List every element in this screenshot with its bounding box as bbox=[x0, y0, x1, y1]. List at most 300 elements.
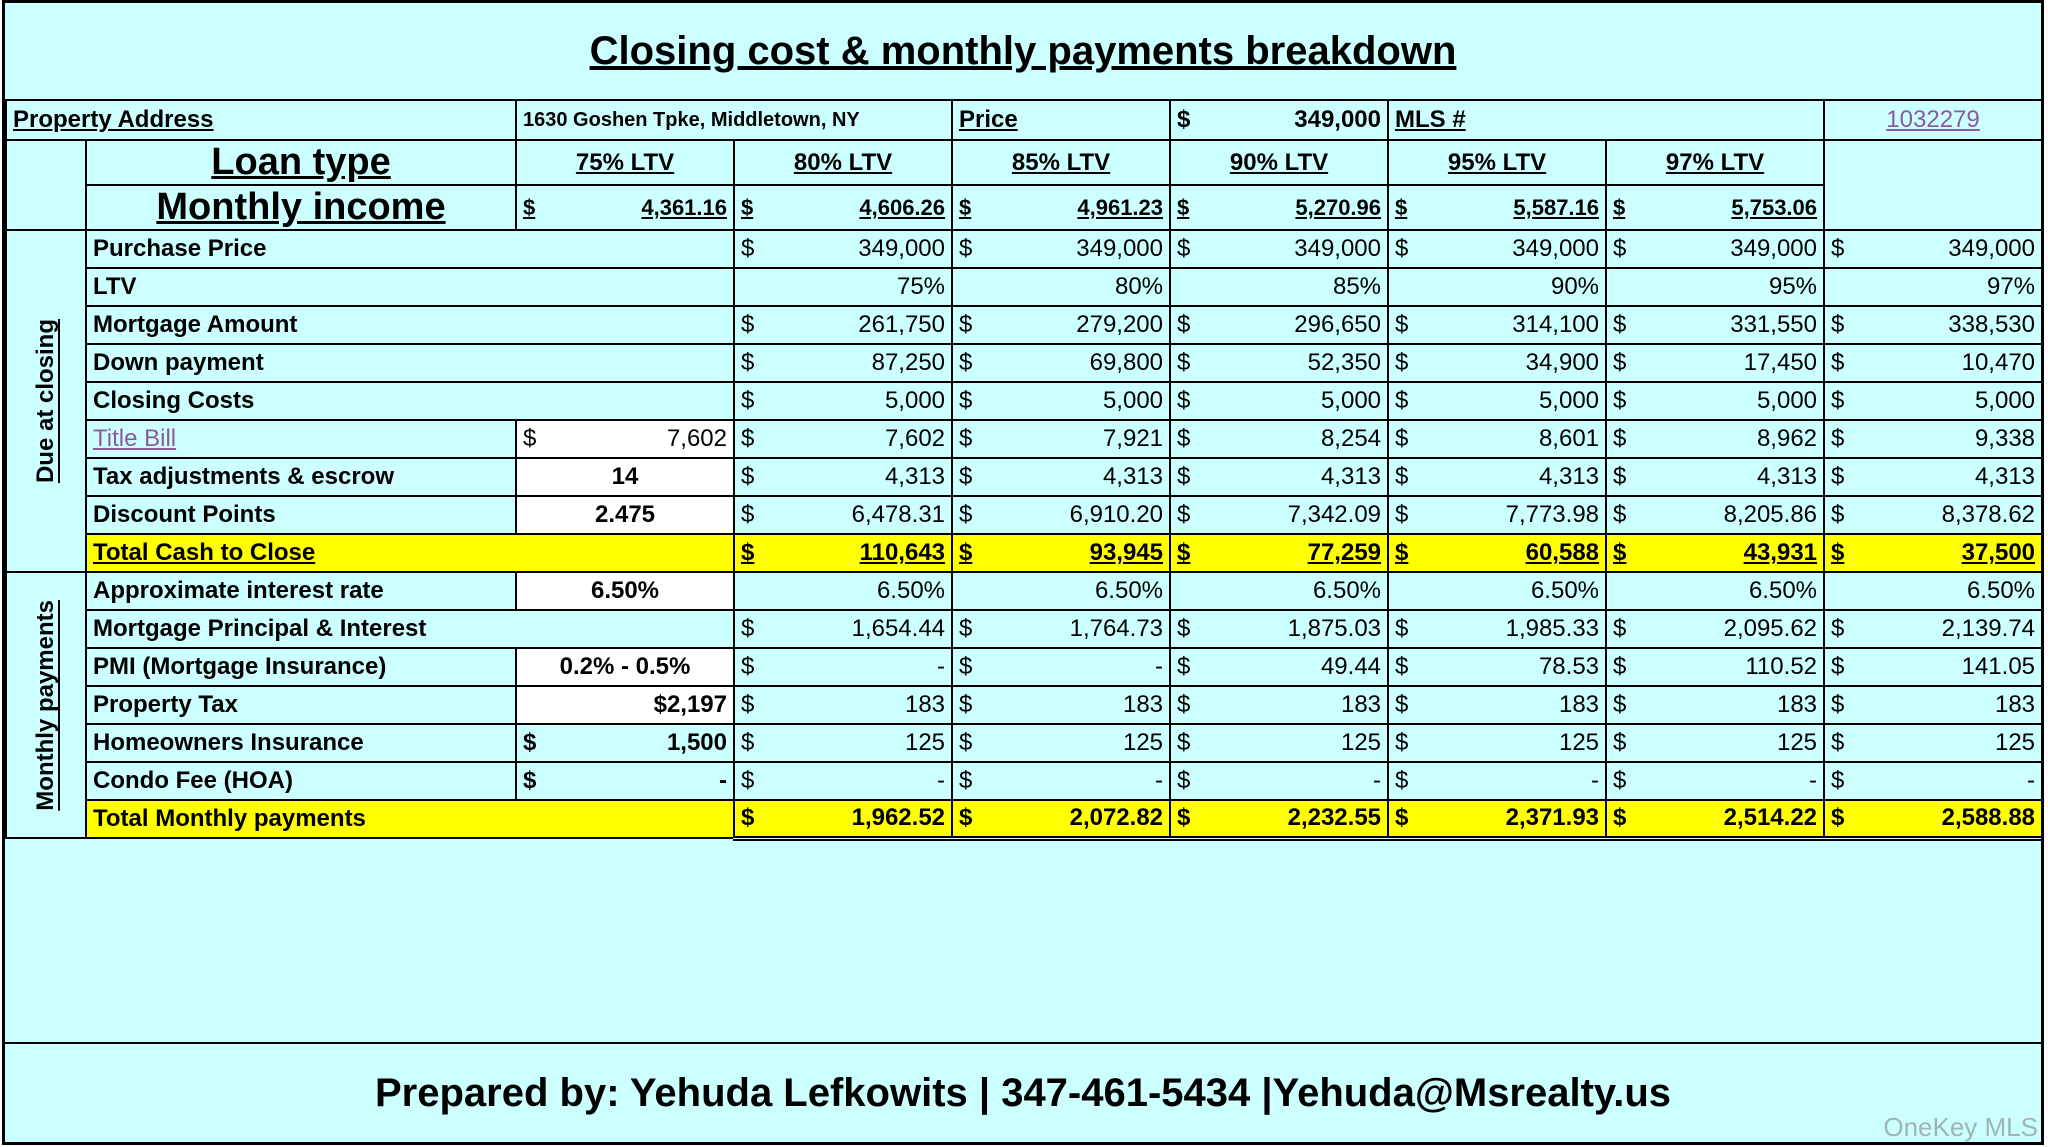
currency-symbol: $ bbox=[1177, 235, 1191, 262]
value: - bbox=[937, 653, 946, 680]
value-cell bbox=[1170, 306, 1388, 344]
value: 69,800 bbox=[1089, 349, 1164, 376]
value-cell bbox=[1824, 382, 2042, 420]
value-cell: 75% bbox=[734, 268, 952, 306]
value-cell bbox=[1606, 458, 1824, 496]
value: - bbox=[2027, 767, 2036, 794]
value-cell bbox=[1606, 724, 1824, 762]
value: 183 bbox=[1558, 691, 1600, 718]
value-cell bbox=[952, 382, 1170, 420]
value: 4,606.26 bbox=[859, 194, 946, 220]
currency-symbol: $ bbox=[1395, 615, 1409, 642]
total-monthly-cell bbox=[734, 800, 952, 838]
spreadsheet bbox=[2, 0, 2044, 1145]
prepared-by-footer: Prepared by: Yehuda Lefkowits | 347-461-5434 |Yehuda@Msrealty.us bbox=[5, 1042, 2041, 1142]
currency-symbol: $ bbox=[1613, 615, 1627, 642]
value: 125 bbox=[1776, 729, 1818, 756]
currency-symbol: $ bbox=[1177, 387, 1191, 414]
value: 4,313 bbox=[1974, 463, 2036, 490]
value: 183 bbox=[1340, 691, 1382, 718]
currency-symbol: $ bbox=[1395, 235, 1409, 262]
currency-symbol: $ bbox=[959, 729, 973, 756]
currency-symbol: $ bbox=[741, 349, 755, 376]
value-cell: 6.50% bbox=[1170, 572, 1388, 610]
currency-symbol: $ bbox=[1831, 387, 1845, 414]
currency-symbol: $ bbox=[1613, 691, 1627, 718]
monthly-income-cell bbox=[1606, 185, 1824, 230]
value: 9,338 bbox=[1974, 425, 2036, 452]
section-label-closing: Due at closing bbox=[32, 318, 59, 484]
value-cell bbox=[734, 762, 952, 800]
value-cell bbox=[734, 458, 952, 496]
value: - bbox=[1373, 767, 1382, 794]
value-cell bbox=[1388, 420, 1606, 458]
value: 52,350 bbox=[1307, 349, 1382, 376]
currency-symbol: $ bbox=[1831, 729, 1845, 756]
section-label-monthly: Monthly payments bbox=[32, 599, 59, 811]
ltv-column-header: 80% LTV bbox=[734, 140, 952, 185]
value: 7,602 bbox=[884, 425, 946, 452]
value: - bbox=[1591, 767, 1600, 794]
row-label: Closing Costs bbox=[86, 382, 734, 420]
currency-symbol: $ bbox=[741, 729, 755, 756]
currency-symbol: $ bbox=[1395, 425, 1409, 452]
value-cell bbox=[1388, 648, 1606, 686]
value: 4,313 bbox=[1320, 463, 1382, 490]
currency-symbol: $ bbox=[1613, 235, 1627, 262]
ltv-column-header: 75% LTV bbox=[516, 140, 734, 185]
row-label: Total Monthly payments bbox=[86, 800, 734, 838]
total-cash-cell bbox=[1388, 534, 1606, 572]
value-cell bbox=[734, 306, 952, 344]
loan-type-label: Loan type bbox=[86, 140, 516, 185]
value: 2,072.82 bbox=[1069, 804, 1164, 832]
ltv-column-header: 90% LTV bbox=[1170, 140, 1388, 185]
row-input: 2.475 bbox=[516, 496, 734, 534]
currency-symbol: $ bbox=[1613, 463, 1627, 490]
value-cell bbox=[1606, 610, 1824, 648]
currency-symbol: $ bbox=[959, 425, 973, 452]
value: 338,530 bbox=[1948, 311, 2036, 338]
property-address-value: 1630 Goshen Tpke, Middletown, NY bbox=[516, 100, 952, 140]
currency-symbol: $ bbox=[1831, 501, 1845, 528]
value-cell bbox=[1824, 724, 2042, 762]
currency-symbol: $ bbox=[741, 194, 754, 220]
title-bill-label bbox=[86, 420, 516, 458]
value: 349,000 bbox=[1512, 235, 1600, 262]
value-cell bbox=[1824, 344, 2042, 382]
currency-symbol: $ bbox=[959, 349, 973, 376]
currency-symbol: $ bbox=[1831, 463, 1845, 490]
watermark: OneKey MLS bbox=[1883, 1112, 2038, 1142]
value: 4,361.16 bbox=[641, 194, 727, 220]
value-cell bbox=[1824, 762, 2042, 800]
value-cell bbox=[952, 306, 1170, 344]
currency-symbol: $ bbox=[741, 235, 755, 262]
property-address-label-text: Property Address bbox=[13, 106, 214, 133]
currency-symbol: $ bbox=[1177, 501, 1191, 528]
value-cell bbox=[1606, 306, 1824, 344]
currency-symbol: $ bbox=[1177, 767, 1191, 794]
value-cell bbox=[1824, 306, 2042, 344]
value: 125 bbox=[1558, 729, 1600, 756]
currency-symbol: $ bbox=[741, 425, 755, 452]
title-bill-link[interactable]: Title Bill bbox=[93, 425, 177, 452]
value-cell bbox=[1606, 420, 1824, 458]
value-cell bbox=[1388, 344, 1606, 382]
row-input: $2,197 bbox=[516, 686, 734, 724]
value: 2,371.93 bbox=[1505, 804, 1600, 832]
ltv-column-header: 97% LTV bbox=[1606, 140, 1824, 185]
value: 93,945 bbox=[1089, 539, 1164, 566]
currency-symbol: $ bbox=[741, 653, 755, 680]
value-cell bbox=[1606, 382, 1824, 420]
value-cell: 97% bbox=[1824, 268, 2042, 306]
currency-symbol: $ bbox=[1613, 653, 1627, 680]
currency-symbol: $ bbox=[741, 311, 755, 338]
value-cell bbox=[1606, 496, 1824, 534]
currency-symbol: $ bbox=[741, 804, 755, 832]
value-cell bbox=[734, 686, 952, 724]
currency-symbol: $ bbox=[1395, 691, 1409, 718]
value-cell bbox=[952, 686, 1170, 724]
currency-symbol: $ bbox=[959, 615, 973, 642]
value: 1,500 bbox=[666, 729, 727, 756]
monthly-income-label: Monthly income bbox=[86, 185, 516, 230]
value: - bbox=[1155, 653, 1164, 680]
value: 2,514.22 bbox=[1723, 804, 1818, 832]
section-due-at-closing bbox=[6, 230, 86, 572]
value: 183 bbox=[904, 691, 946, 718]
value: 1,875.03 bbox=[1287, 615, 1382, 642]
total-monthly-cell bbox=[1606, 800, 1824, 838]
currency-symbol: $ bbox=[1177, 194, 1190, 220]
value-cell bbox=[1170, 344, 1388, 382]
ltv-column-header: 95% LTV bbox=[1388, 140, 1606, 185]
value: 5,000 bbox=[884, 387, 946, 414]
currency-symbol: $ bbox=[1613, 804, 1627, 832]
row-label: Down payment bbox=[86, 344, 734, 382]
value: 6,478.31 bbox=[851, 501, 946, 528]
value: 10,470 bbox=[1961, 349, 2036, 376]
currency-symbol: $ bbox=[1395, 767, 1409, 794]
currency-symbol: $ bbox=[1395, 501, 1409, 528]
value-cell bbox=[1170, 686, 1388, 724]
value-cell bbox=[952, 420, 1170, 458]
total-cash-cell bbox=[1606, 534, 1824, 572]
currency-symbol: $ bbox=[1613, 729, 1627, 756]
value: 4,313 bbox=[1102, 463, 1164, 490]
row-label: Property Tax bbox=[86, 686, 516, 724]
value-cell bbox=[734, 382, 952, 420]
total-monthly-cell bbox=[1388, 800, 1606, 838]
value-cell bbox=[1170, 496, 1388, 534]
value: 37,500 bbox=[1961, 539, 2036, 566]
ltv-column-header: 85% LTV bbox=[952, 140, 1170, 185]
value: 8,254 bbox=[1320, 425, 1382, 452]
value-cell bbox=[1170, 610, 1388, 648]
value: 2,139.74 bbox=[1941, 615, 2036, 642]
currency-symbol: $ bbox=[1613, 425, 1627, 452]
value-cell bbox=[1824, 686, 2042, 724]
total-monthly-cell bbox=[1170, 800, 1388, 838]
value: 87,250 bbox=[871, 349, 946, 376]
value-cell bbox=[1170, 762, 1388, 800]
value-cell bbox=[1170, 458, 1388, 496]
title-bill-input bbox=[516, 420, 734, 458]
value: 6,910.20 bbox=[1069, 501, 1164, 528]
value-cell: 80% bbox=[952, 268, 1170, 306]
price-label: Price bbox=[952, 100, 1170, 140]
currency-symbol: $ bbox=[1831, 653, 1845, 680]
value-cell: 6.50% bbox=[1606, 572, 1824, 610]
value: 125 bbox=[1122, 729, 1164, 756]
currency-symbol: $ bbox=[1831, 804, 1845, 832]
currency-symbol: $ bbox=[959, 235, 973, 262]
mls-number-link[interactable]: 1032279 bbox=[1886, 106, 1980, 133]
currency-symbol: $ bbox=[959, 767, 973, 794]
row-input bbox=[516, 762, 734, 800]
value: 349,000 bbox=[1948, 235, 2036, 262]
row-input: 6.50% bbox=[516, 572, 734, 610]
row-label: Condo Fee (HOA) bbox=[86, 762, 516, 800]
value: 7,773.98 bbox=[1505, 501, 1600, 528]
value: 349,000 bbox=[858, 235, 946, 262]
value: 110,643 bbox=[859, 539, 946, 566]
row-label: Purchase Price bbox=[86, 230, 734, 268]
currency-symbol: $ bbox=[959, 653, 973, 680]
value: 1,985.33 bbox=[1505, 615, 1600, 642]
currency-symbol: $ bbox=[1613, 767, 1627, 794]
value: 314,100 bbox=[1512, 311, 1600, 338]
currency-symbol: $ bbox=[741, 539, 755, 566]
value-cell bbox=[1388, 762, 1606, 800]
value: 17,450 bbox=[1743, 349, 1818, 376]
currency-symbol: $ bbox=[1395, 311, 1409, 338]
value-cell bbox=[734, 230, 952, 268]
currency-symbol: $ bbox=[1395, 729, 1409, 756]
value: 5,270.96 bbox=[1295, 194, 1382, 220]
value: 5,000 bbox=[1974, 387, 2036, 414]
currency-symbol: $ bbox=[1831, 615, 1845, 642]
value-cell bbox=[734, 344, 952, 382]
row-label: Discount Points bbox=[86, 496, 516, 534]
value-cell bbox=[952, 458, 1170, 496]
total-monthly-cell bbox=[952, 800, 1170, 838]
value: 1,654.44 bbox=[851, 615, 946, 642]
value: 1,962.52 bbox=[851, 804, 946, 832]
header-corner bbox=[6, 140, 86, 230]
value-cell bbox=[1606, 686, 1824, 724]
value-cell: 6.50% bbox=[1388, 572, 1606, 610]
currency-symbol: $ bbox=[1395, 653, 1409, 680]
value-cell bbox=[1606, 762, 1824, 800]
currency-symbol: $ bbox=[1177, 615, 1191, 642]
monthly-income-cell bbox=[952, 185, 1170, 230]
value-cell bbox=[1170, 724, 1388, 762]
value-cell bbox=[734, 610, 952, 648]
currency-symbol: $ bbox=[1613, 387, 1627, 414]
value: 5,000 bbox=[1756, 387, 1818, 414]
value-cell bbox=[1388, 306, 1606, 344]
value: 78.53 bbox=[1538, 653, 1600, 680]
currency-symbol: $ bbox=[1177, 311, 1191, 338]
value-cell bbox=[952, 230, 1170, 268]
value-cell: 90% bbox=[1388, 268, 1606, 306]
value: 5,000 bbox=[1102, 387, 1164, 414]
value: 125 bbox=[904, 729, 946, 756]
value: 8,601 bbox=[1538, 425, 1600, 452]
value: 349,000 bbox=[1076, 235, 1164, 262]
value-cell bbox=[1606, 344, 1824, 382]
currency-symbol: $ bbox=[1613, 311, 1627, 338]
price: 349,000 bbox=[1294, 106, 1382, 133]
value-cell bbox=[1170, 382, 1388, 420]
value: 2,095.62 bbox=[1723, 615, 1818, 642]
currency-symbol: $ bbox=[1831, 425, 1845, 452]
currency-symbol: $ bbox=[523, 425, 537, 452]
value: 60,588 bbox=[1525, 539, 1600, 566]
currency-symbol: $ bbox=[1831, 311, 1845, 338]
mls-label: MLS # bbox=[1388, 100, 1824, 140]
currency-symbol: $ bbox=[741, 767, 755, 794]
value-cell bbox=[1388, 230, 1606, 268]
currency-symbol: $ bbox=[1177, 691, 1191, 718]
value-cell bbox=[1824, 420, 2042, 458]
value-cell bbox=[1606, 230, 1824, 268]
row-label: LTV bbox=[86, 268, 734, 306]
value: 2,588.88 bbox=[1941, 804, 2036, 832]
currency-symbol: $ bbox=[959, 311, 973, 338]
currency-symbol: $ bbox=[1831, 691, 1845, 718]
currency-symbol: $ bbox=[523, 729, 537, 756]
value: 279,200 bbox=[1076, 311, 1164, 338]
monthly-income-cell bbox=[1388, 185, 1606, 230]
monthly-income-cell bbox=[1170, 185, 1388, 230]
value: 5,000 bbox=[1320, 387, 1382, 414]
currency-symbol: $ bbox=[1395, 463, 1409, 490]
currency-symbol: $ bbox=[1177, 425, 1191, 452]
value: 331,550 bbox=[1730, 311, 1818, 338]
value: 125 bbox=[1340, 729, 1382, 756]
currency-symbol: $ bbox=[1831, 235, 1845, 262]
row-label: Approximate interest rate bbox=[86, 572, 516, 610]
value: 8,962 bbox=[1756, 425, 1818, 452]
mls-link bbox=[1824, 100, 2042, 140]
total-cash-cell bbox=[952, 534, 1170, 572]
value-cell bbox=[1824, 230, 2042, 268]
value: 183 bbox=[1122, 691, 1164, 718]
value: - bbox=[1809, 767, 1818, 794]
currency-symbol: $ bbox=[1613, 194, 1626, 220]
value: - bbox=[937, 767, 946, 794]
currency-symbol: $ bbox=[741, 501, 755, 528]
currency-symbol: $ bbox=[1177, 106, 1191, 133]
row-label: PMI (Mortgage Insurance) bbox=[86, 648, 516, 686]
currency-symbol: $ bbox=[959, 501, 973, 528]
currency-symbol: $ bbox=[523, 194, 536, 220]
currency-symbol: $ bbox=[1395, 387, 1409, 414]
value: 349,000 bbox=[1294, 235, 1382, 262]
value: 141.05 bbox=[1961, 653, 2036, 680]
value: 7,921 bbox=[1102, 425, 1164, 452]
value: 183 bbox=[1994, 691, 2036, 718]
value: 7,342.09 bbox=[1287, 501, 1382, 528]
currency-symbol: $ bbox=[1177, 653, 1191, 680]
value-cell: 6.50% bbox=[952, 572, 1170, 610]
value-cell bbox=[1824, 496, 2042, 534]
value-cell: 6.50% bbox=[734, 572, 952, 610]
section-monthly-payments bbox=[6, 572, 86, 838]
row-label: Homeowners Insurance bbox=[86, 724, 516, 762]
currency-symbol: $ bbox=[741, 387, 755, 414]
total-cash-cell bbox=[1824, 534, 2042, 572]
value: 8,378.62 bbox=[1941, 501, 2036, 528]
value: 5,000 bbox=[1538, 387, 1600, 414]
breakdown-table bbox=[5, 99, 2043, 841]
value: 296,650 bbox=[1294, 311, 1382, 338]
currency-symbol: $ bbox=[959, 539, 973, 566]
value: 8,205.86 bbox=[1723, 501, 1818, 528]
value-cell bbox=[734, 724, 952, 762]
currency-symbol: $ bbox=[741, 691, 755, 718]
value-cell bbox=[734, 648, 952, 686]
value-cell bbox=[1388, 686, 1606, 724]
value-cell bbox=[1824, 648, 2042, 686]
value-cell bbox=[734, 420, 952, 458]
currency-symbol: $ bbox=[1177, 804, 1191, 832]
value-cell bbox=[952, 496, 1170, 534]
value: 4,313 bbox=[1538, 463, 1600, 490]
row-label: Mortgage Amount bbox=[86, 306, 734, 344]
monthly-income-cell bbox=[734, 185, 952, 230]
value: 4,313 bbox=[1756, 463, 1818, 490]
value-cell bbox=[952, 762, 1170, 800]
currency-symbol: $ bbox=[1177, 349, 1191, 376]
value: - bbox=[719, 767, 727, 794]
row-input bbox=[516, 724, 734, 762]
row-input: 0.2% - 0.5% bbox=[516, 648, 734, 686]
price-value bbox=[1170, 100, 1388, 140]
currency-symbol: $ bbox=[1831, 767, 1845, 794]
value: - bbox=[1155, 767, 1164, 794]
monthly-income-cell bbox=[516, 185, 734, 230]
currency-symbol: $ bbox=[1613, 349, 1627, 376]
value: 2,232.55 bbox=[1287, 804, 1382, 832]
value: 110.52 bbox=[1745, 653, 1818, 680]
value: 349,000 bbox=[1730, 235, 1818, 262]
currency-symbol: $ bbox=[1613, 501, 1627, 528]
currency-symbol: $ bbox=[1177, 539, 1191, 566]
value: 183 bbox=[1776, 691, 1818, 718]
value-cell bbox=[952, 648, 1170, 686]
value: 49.44 bbox=[1320, 653, 1382, 680]
value: 1,764.73 bbox=[1069, 615, 1164, 642]
currency-symbol: $ bbox=[959, 804, 973, 832]
currency-symbol: $ bbox=[1177, 463, 1191, 490]
row-label: Total Cash to Close bbox=[86, 534, 734, 572]
value-cell bbox=[1388, 724, 1606, 762]
currency-symbol: $ bbox=[1395, 349, 1409, 376]
value: 7,602 bbox=[666, 425, 727, 452]
currency-symbol: $ bbox=[1177, 729, 1191, 756]
value-cell bbox=[952, 724, 1170, 762]
value: 261,750 bbox=[858, 311, 946, 338]
currency-symbol: $ bbox=[1395, 804, 1409, 832]
total-monthly-cell bbox=[1824, 800, 2042, 838]
value-cell: 85% bbox=[1170, 268, 1388, 306]
value-cell bbox=[1170, 230, 1388, 268]
